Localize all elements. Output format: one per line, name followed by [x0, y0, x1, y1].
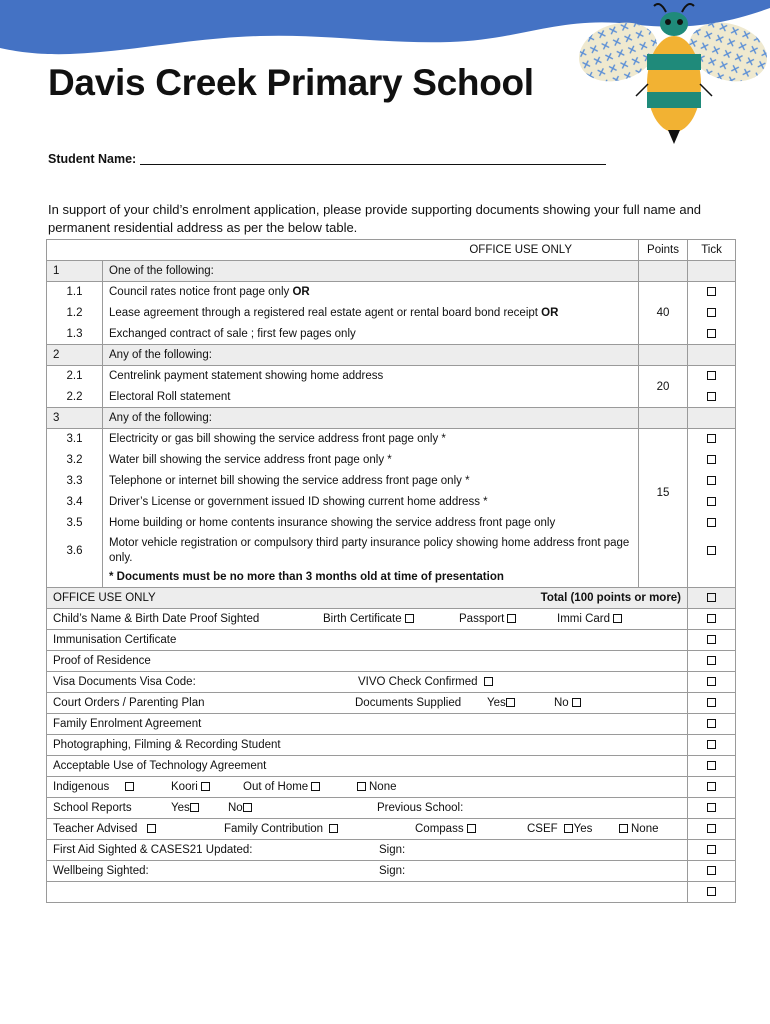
- item-number: 1.1: [47, 282, 103, 303]
- section-header: [47, 261, 736, 282]
- row-label: Court Orders / Parenting Plan: [53, 697, 205, 709]
- item-number: 3.5: [47, 513, 103, 534]
- points-header: Points: [639, 240, 688, 261]
- tick-checkbox[interactable]: [707, 740, 716, 749]
- tick-checkbox[interactable]: [707, 455, 716, 464]
- item-number: 3.4: [47, 492, 103, 513]
- row-label: Teacher Advised: [53, 823, 138, 835]
- item-text: Electricity or gas bill showing the service address front page only *: [103, 429, 639, 450]
- office-total-row: [47, 588, 736, 609]
- points-value: 40: [639, 282, 688, 345]
- item-number: 3.1: [47, 429, 103, 450]
- table-row: [47, 756, 736, 777]
- item-text: Electoral Roll statement: [103, 387, 639, 408]
- tick-checkbox[interactable]: [707, 887, 716, 896]
- tick-checkbox[interactable]: [707, 866, 716, 875]
- table-row: [47, 568, 736, 588]
- tick-checkbox[interactable]: [707, 677, 716, 686]
- total-label: Total (100 points or more): [540, 592, 682, 604]
- student-name-row: [48, 152, 606, 166]
- row-label: Visa Documents Visa Code:: [53, 676, 196, 688]
- table-row: [47, 492, 736, 513]
- section-header: [47, 408, 736, 429]
- passport-label: Passport: [459, 613, 505, 625]
- item-text: Telephone or internet bill showing the service address front page only *: [103, 471, 639, 492]
- tick-checkbox[interactable]: [707, 656, 716, 665]
- table-row: Teacher Advised Family Contribution Compass CSEF Yes None: [47, 819, 736, 840]
- bee-illustration: [578, 0, 770, 148]
- item-text: Motor vehicle registration or compulsory third party insurance policy showing home address front page only.: [103, 534, 639, 568]
- item-number: 2.1: [47, 366, 103, 387]
- tick-checkbox[interactable]: [707, 308, 716, 317]
- tick-checkbox[interactable]: [707, 434, 716, 443]
- office-use-header: OFFICE USE ONLY: [47, 240, 639, 261]
- page-title: Davis Creek Primary School: [48, 62, 534, 103]
- koori-checkbox[interactable]: [201, 782, 210, 791]
- tick-checkbox[interactable]: [707, 392, 716, 401]
- row-label: Family Enrolment Agreement: [47, 714, 688, 735]
- tick-checkbox[interactable]: [707, 698, 716, 707]
- item-text: Centrelink payment statement showing home address: [103, 366, 639, 387]
- yes-checkbox[interactable]: [506, 698, 515, 707]
- item-number: 3.3: [47, 471, 103, 492]
- csef-yes-checkbox[interactable]: [564, 824, 573, 833]
- table-row: [47, 429, 736, 450]
- item-text: Driver’s License or government issued ID showing current home address *: [103, 492, 639, 513]
- tick-checkbox[interactable]: [707, 329, 716, 338]
- documents-table: [46, 239, 736, 903]
- row-label: Indigenous: [53, 781, 110, 793]
- table-row: Court Orders / Parenting Plan Documents Supplied Yes No: [47, 693, 736, 714]
- csef-none-checkbox[interactable]: [619, 824, 628, 833]
- tick-checkbox[interactable]: [707, 287, 716, 296]
- table-header: [47, 240, 736, 261]
- table-row: [47, 366, 736, 387]
- table-row: [47, 534, 736, 568]
- tick-checkbox[interactable]: [707, 518, 716, 527]
- tick-checkbox[interactable]: [707, 497, 716, 506]
- sign-label: Sign:: [379, 844, 406, 856]
- table-row: [47, 840, 736, 861]
- table-row: [47, 714, 736, 735]
- section-header: [47, 345, 736, 366]
- item-text: Exchanged contract of sale ; first few pages only: [103, 324, 639, 345]
- item-text: Council rates notice front page only OR: [103, 282, 639, 303]
- indigenous-checkbox[interactable]: [125, 782, 134, 791]
- immi-card-checkbox[interactable]: [613, 614, 622, 623]
- tick-checkbox[interactable]: [707, 614, 716, 623]
- item-number: 2.2: [47, 387, 103, 408]
- table-row: [47, 630, 736, 651]
- previous-school-label: Previous School:: [377, 802, 464, 814]
- item-number: 3.2: [47, 450, 103, 471]
- yes-checkbox[interactable]: [190, 803, 199, 812]
- item-text: Lease agreement through a registered real estate agent or rental board bond receipt OR: [103, 303, 639, 324]
- compass-checkbox[interactable]: [467, 824, 476, 833]
- item-text: Water bill showing the service address front page only *: [103, 450, 639, 471]
- table-row: [47, 387, 736, 408]
- table-row: [47, 324, 736, 345]
- table-row: Indigenous Koori Out of Home None: [47, 777, 736, 798]
- tick-checkbox[interactable]: [707, 719, 716, 728]
- passport-checkbox[interactable]: [507, 614, 516, 623]
- out-of-home-checkbox[interactable]: [311, 782, 320, 791]
- item-number: 1.2: [47, 303, 103, 324]
- tick-checkbox[interactable]: [707, 824, 716, 833]
- row-label: Wellbeing Sighted:: [53, 865, 149, 877]
- section-number: 1: [47, 261, 103, 282]
- table-row: [47, 861, 736, 882]
- tick-checkbox[interactable]: [707, 371, 716, 380]
- table-row: School Reports Yes No Previous School:: [47, 798, 736, 819]
- item-text: Home building or home contents insurance showing the service address front page only: [103, 513, 639, 534]
- teacher-advised-checkbox[interactable]: [147, 824, 156, 833]
- row-label: First Aid Sighted & CASES21 Updated:: [53, 844, 253, 856]
- row-label: Photographing, Filming & Recording Student: [47, 735, 688, 756]
- item-number: 3.6: [47, 534, 103, 568]
- table-row: [47, 651, 736, 672]
- section-label: Any of the following:: [103, 408, 639, 429]
- tick-checkbox[interactable]: [707, 803, 716, 812]
- table-row: [47, 672, 736, 693]
- points-value: 20: [639, 366, 688, 408]
- immi-card-label: Immi Card: [557, 613, 611, 625]
- row-label: Child’s Name & Birth Date Proof Sighted: [53, 613, 260, 625]
- none-checkbox[interactable]: [357, 782, 366, 791]
- tick-checkbox[interactable]: [707, 782, 716, 791]
- documents-note: * Documents must be no more than 3 months old at time of presentation: [103, 568, 639, 588]
- table-row: [47, 303, 736, 324]
- intro-text: In support of your child’s enrolment application, please provide supporting documents showing your full name and permanent residential address as per the below table.: [48, 202, 702, 235]
- family-contribution-checkbox[interactable]: [329, 824, 338, 833]
- table-row: [47, 282, 736, 303]
- tick-checkbox[interactable]: [707, 761, 716, 770]
- vivo-label: VIVO Check Confirmed: [358, 676, 478, 688]
- birth-certificate-label: Birth Certificate: [323, 613, 402, 625]
- sign-label: Sign:: [379, 865, 406, 877]
- table-row: [47, 735, 736, 756]
- tick-checkbox[interactable]: [707, 546, 716, 555]
- item-number: 1.3: [47, 324, 103, 345]
- no-checkbox[interactable]: [243, 803, 252, 812]
- table-row: [47, 882, 736, 903]
- table-row: [47, 450, 736, 471]
- section-label: One of the following:: [103, 261, 639, 282]
- office-use-label: OFFICE USE ONLY: [53, 592, 156, 604]
- documents-supplied-label: Documents Supplied: [355, 697, 462, 709]
- row-label: Proof of Residence: [47, 651, 688, 672]
- table-row: [47, 609, 736, 630]
- points-value: 15: [639, 429, 688, 588]
- student-name-field[interactable]: [140, 164, 606, 165]
- section-label: Any of the following:: [103, 345, 639, 366]
- tick-checkbox[interactable]: [707, 593, 716, 602]
- birth-certificate-checkbox[interactable]: [405, 614, 414, 623]
- tick-header: Tick: [688, 240, 736, 261]
- tick-checkbox[interactable]: [707, 845, 716, 854]
- vivo-checkbox[interactable]: [484, 677, 493, 686]
- tick-checkbox[interactable]: [707, 635, 716, 644]
- tick-checkbox[interactable]: [707, 476, 716, 485]
- student-name-label: Student Name:: [48, 152, 137, 166]
- row-label: School Reports: [53, 802, 132, 814]
- row-label: Immunisation Certificate: [47, 630, 688, 651]
- no-checkbox[interactable]: [572, 698, 581, 707]
- row-label: Acceptable Use of Technology Agreement: [47, 756, 688, 777]
- section-number: 2: [47, 345, 103, 366]
- table-row: [47, 471, 736, 492]
- table-row: [47, 513, 736, 534]
- section-number: 3: [47, 408, 103, 429]
